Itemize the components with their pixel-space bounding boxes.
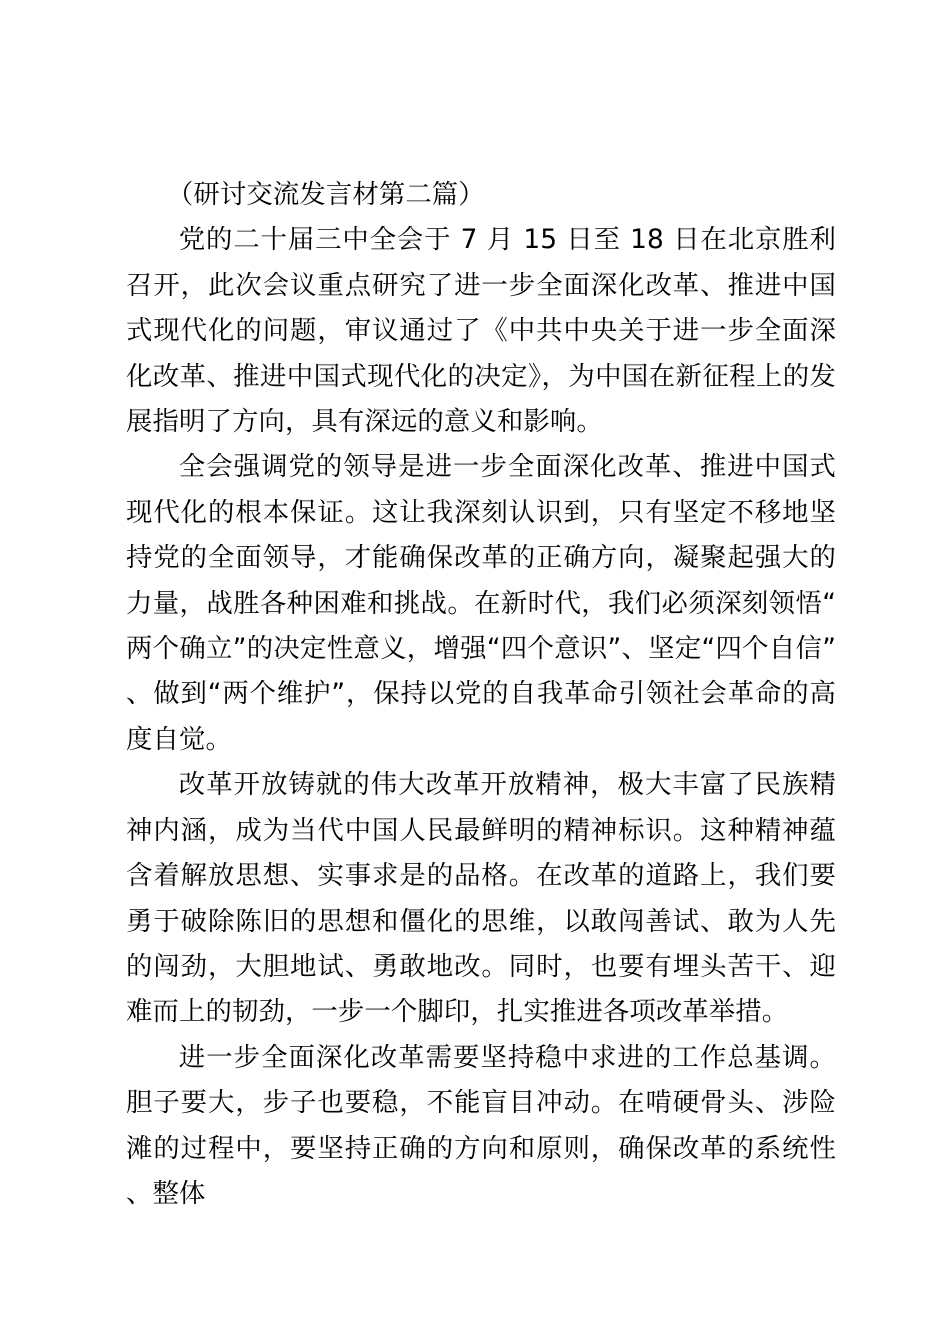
- paragraph-steady-progress: 进一步全面深化改革需要坚持稳中求进的工作总基调。胆子要大，步子也要稳，不能盲目冲动。在啃硬骨头、涉险滩的过程中，要坚持正确的方向和原则，确保改革的系统性、整体: [126, 1041, 836, 1209]
- document-body: [126, 172, 836, 1216]
- paragraph-party-leadership: 全会强调党的领导是进一步全面深化改革、推进中国式现代化的根本保证。这让我深刻认识到，只有坚定不移地坚持党的全面领导，才能确保改革的正确方向，凝聚起强大的力量，战胜各种困难和挑战。在新时代，我们必须深刻领悟“两个确立”的决定性意义，增强“四个意识”、坚定“四个自信”、做到“两个维护”，保持以党的自我革命引领社会革命的高度自觉。: [126, 451, 836, 755]
- paragraph-reform-spirit: 改革开放铸就的伟大改革开放精神，极大丰富了民族精神内涵，成为当代中国人民最鲜明的精神标识。这种精神蕴含着解放思想、实事求是的品格。在改革的道路上，我们要勇于破除陈旧的思想和僵化的思维，以敢闯善试、敢为人先的闯劲，大胆地试、勇敢地改。同时，也要有埋头苦干、迎难而上的韧劲，一步一个脚印，扎实推进各项改革举措。: [126, 769, 836, 1028]
- document-subtitle: （研讨交流发言材第二篇）: [166, 179, 485, 210]
- paragraph-meeting-overview: 党的二十届三中全会于 7 月 15 日至 18 日在北京胜利召开，此次会议重点研究了进一步全面深化改革、推进中国式现代化的问题，审议通过了《中共中央关于进一步全面深化改革、推进中国式现代化的决定》，为中国在新征程上的发展指明了方向，具有深远的意义和影响。: [126, 224, 836, 438]
